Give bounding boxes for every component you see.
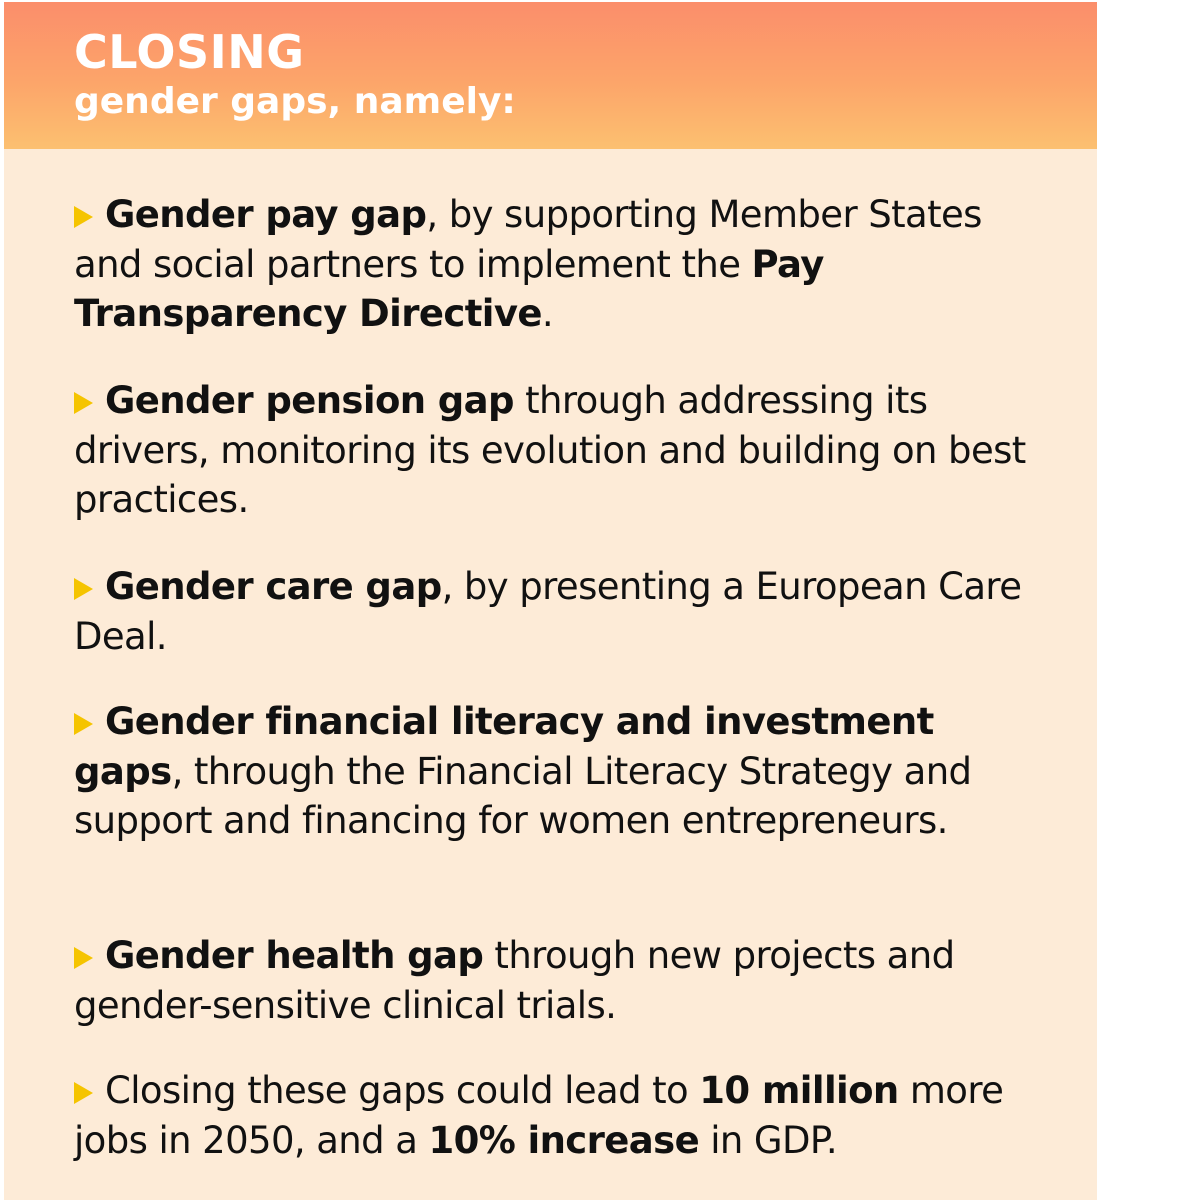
item-emphasis: Pay Transparency Directive (74, 242, 824, 335)
arrow-bullet-icon (74, 1082, 93, 1104)
list-item-care-gap (74, 562, 1054, 661)
header-banner (4, 2, 1097, 149)
item-heading: Gender financial literacy and investment gaps (74, 700, 934, 793)
item-text-end: in GDP. (699, 1118, 838, 1162)
infographic-panel (4, 2, 1097, 1200)
item-text: through addressing its drivers, monitoring its evolution and building on best practices. (74, 379, 1026, 521)
item-heading: Gender pay gap (105, 193, 427, 236)
item-text-end: . (541, 292, 554, 335)
item-heading: Gender health gap (105, 934, 484, 977)
header-title: CLOSING (74, 25, 305, 79)
arrow-bullet-icon (74, 947, 93, 969)
item-heading: Gender pension gap (105, 379, 514, 422)
item-emphasis-gdp: 10% increase (428, 1118, 700, 1162)
list-item-pension-gap (74, 376, 1054, 525)
list-item-health-gap (74, 931, 1054, 1030)
item-text: , by supporting Member States and social partners to implement the (74, 193, 982, 286)
item-text: through new projects and gender-sensitive clinical trials. (74, 934, 955, 1027)
item-text: , by presenting a European Care Deal. (74, 565, 1022, 658)
item-text: , through the Financial Literacy Strategy and support and financing for women entrepreneurs. (74, 749, 972, 842)
arrow-bullet-icon (74, 392, 93, 414)
arrow-bullet-icon (74, 713, 93, 735)
list-item-pay-gap (74, 190, 1054, 339)
list-item-impact (74, 1066, 1054, 1165)
item-heading: Gender care gap (105, 565, 442, 608)
header-subtitle: gender gaps, namely: (74, 81, 516, 122)
item-emphasis-jobs: 10 million (699, 1069, 899, 1112)
item-text-middle: more jobs in 2050, and a (74, 1069, 1004, 1162)
item-text: Closing these gaps could lead to (105, 1069, 700, 1112)
list-item-financial-gap (74, 697, 1054, 846)
arrow-bullet-icon (74, 206, 93, 228)
arrow-bullet-icon (74, 578, 93, 600)
